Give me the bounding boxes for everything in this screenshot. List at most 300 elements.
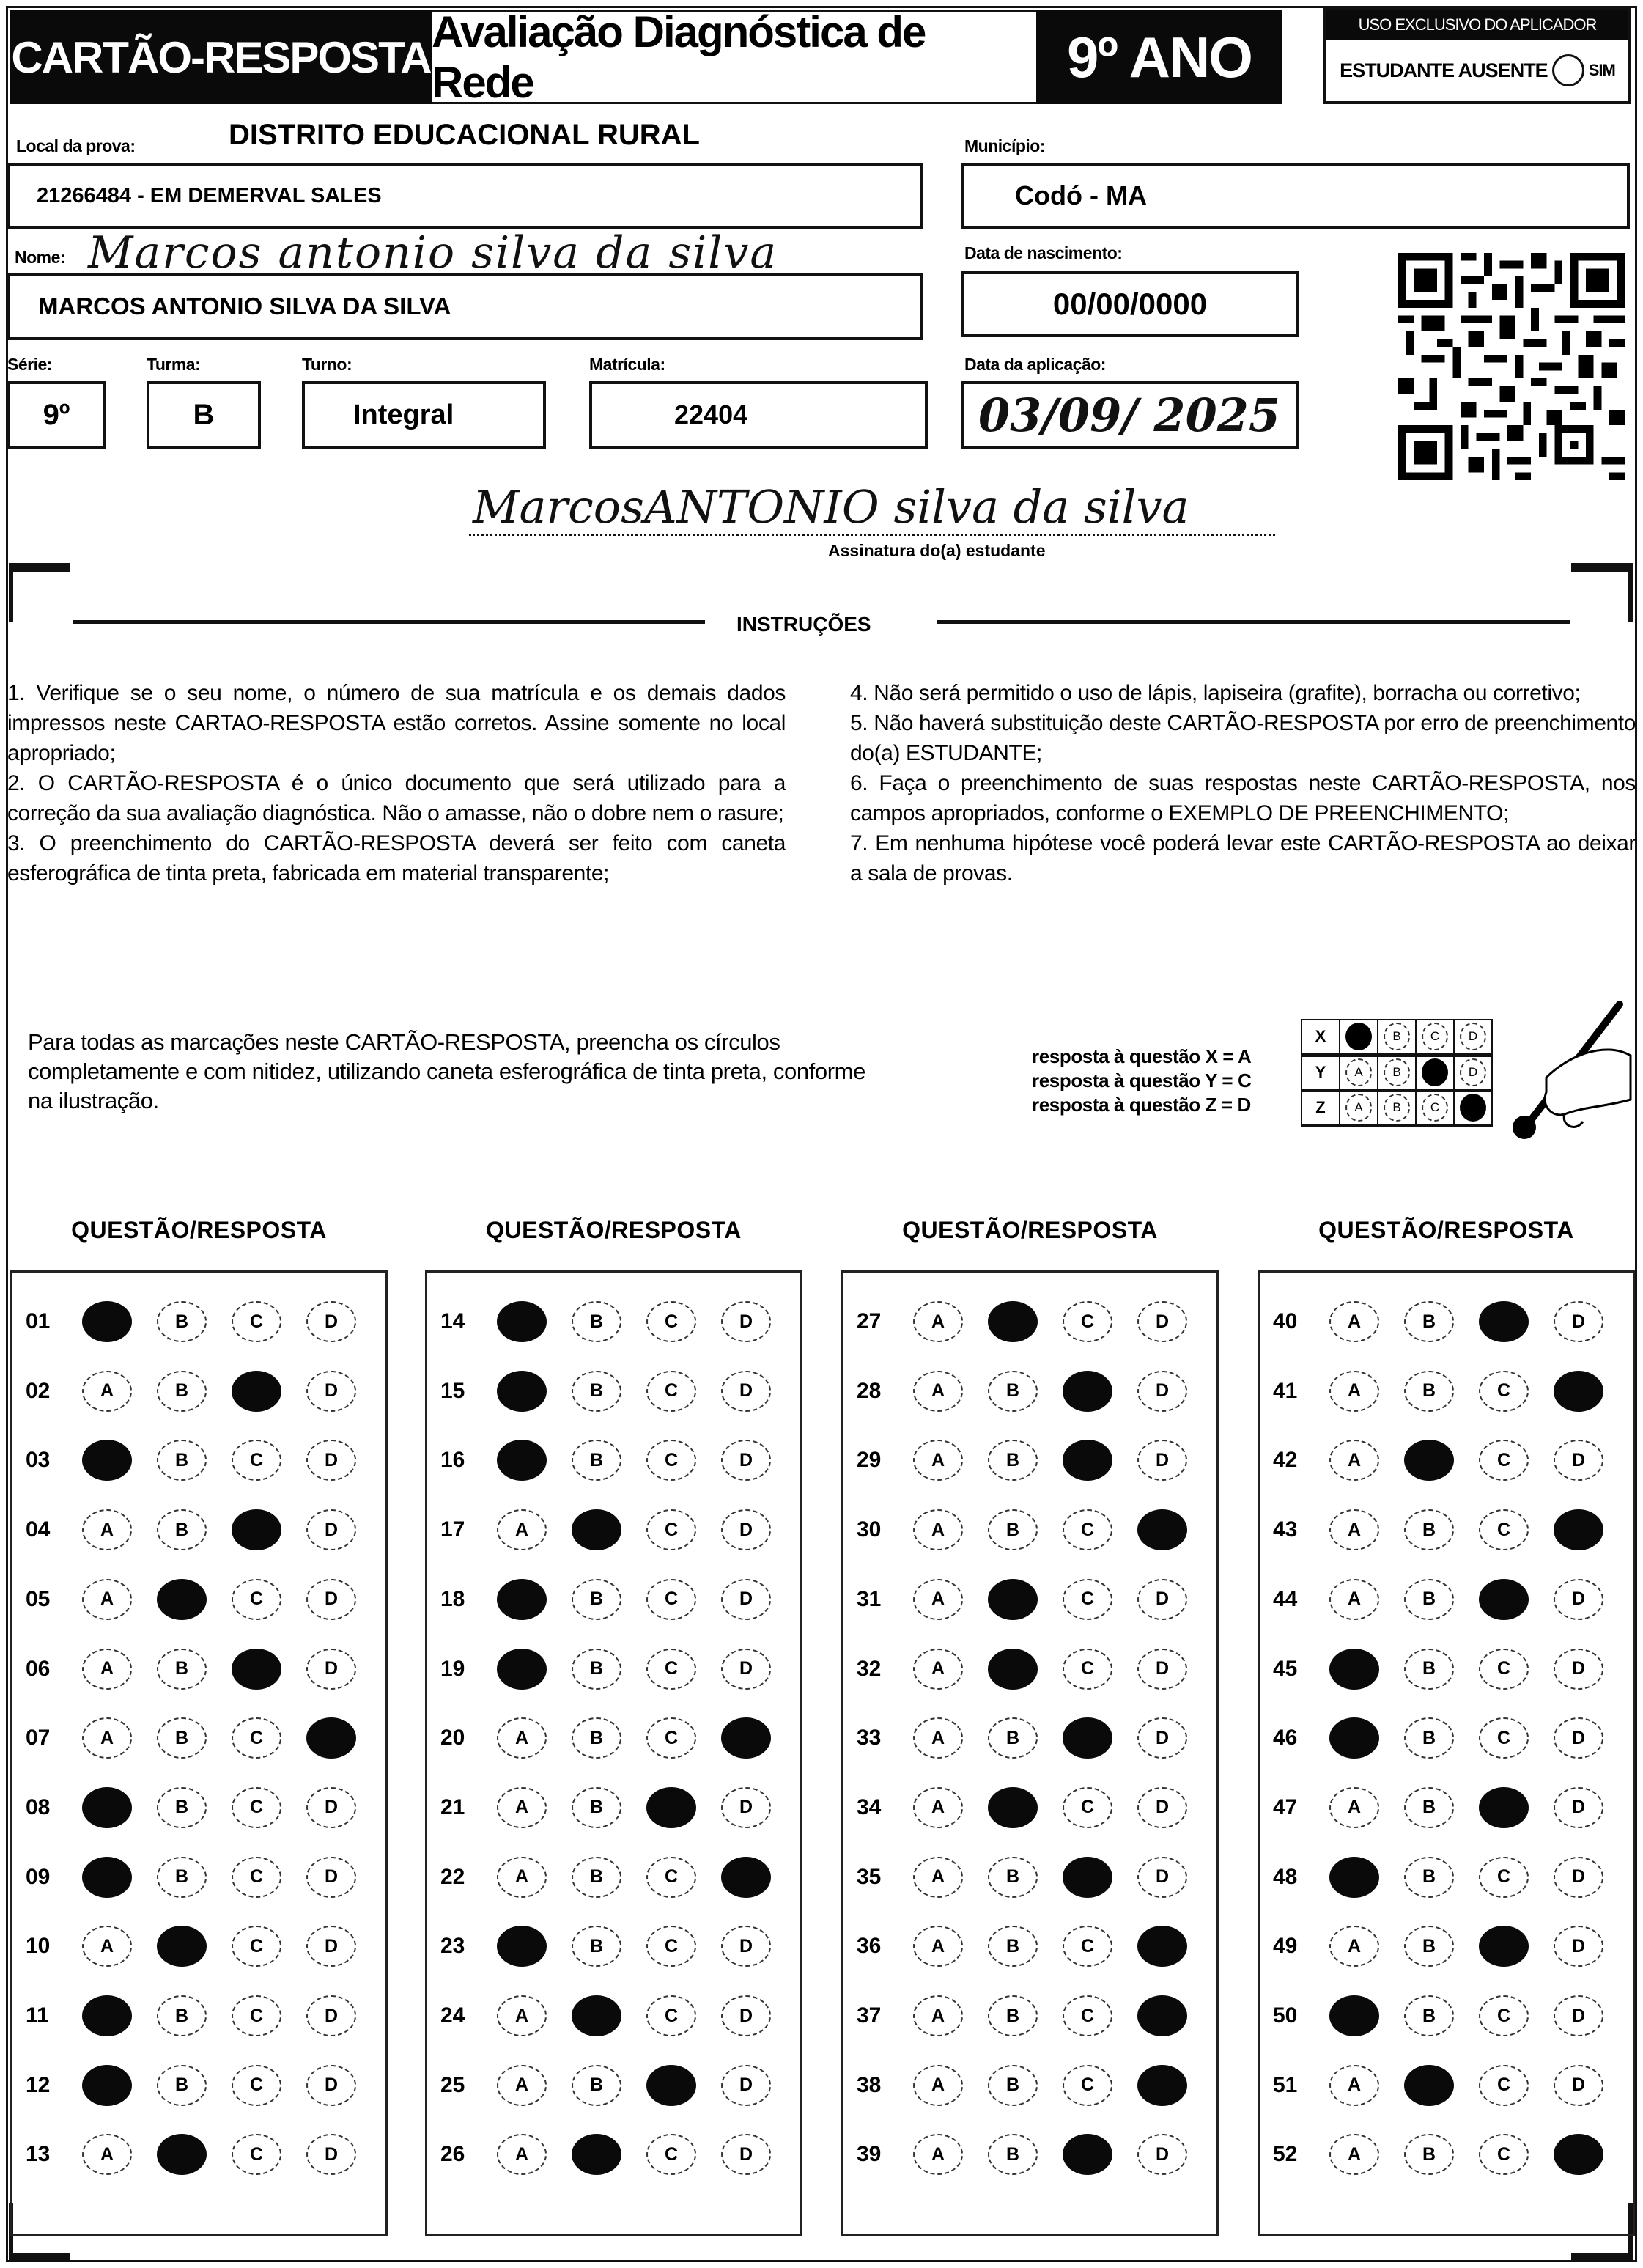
answer-bubble-b[interactable]: B <box>157 1440 207 1481</box>
question-number: 08 <box>26 1794 51 1819</box>
answer-bubble-d[interactable] <box>306 1717 356 1759</box>
answer-bubble-a[interactable]: A <box>1329 1787 1379 1828</box>
answer-bubble-d[interactable]: D <box>721 1787 771 1828</box>
answer-bubble-c[interactable]: C <box>232 1440 281 1481</box>
answer-bubble-d[interactable] <box>1137 1926 1187 1967</box>
signature-line <box>469 534 1275 536</box>
question-number: 16 <box>440 1448 465 1473</box>
answer-bubble-d[interactable]: D <box>1554 1995 1603 2036</box>
answer-bubble-d[interactable]: D <box>721 1371 771 1412</box>
nascimento-field <box>961 271 1299 337</box>
answer-bubble-d[interactable]: D <box>1554 2065 1603 2106</box>
answer-bubble-b[interactable]: B <box>988 1717 1038 1759</box>
answer-bubble-b[interactable] <box>572 1995 621 2036</box>
answer-bubble-a[interactable]: A <box>82 1509 132 1550</box>
answer-bubble-d[interactable]: D <box>721 2065 771 2106</box>
question-number: 26 <box>440 2142 465 2167</box>
question-column-title: QUESTÃO/RESPOSTA <box>902 1217 1158 1243</box>
example-cell <box>1454 1020 1492 1055</box>
answer-bubble-d[interactable]: D <box>1554 1440 1603 1481</box>
answer-bubble-a[interactable] <box>497 1579 547 1620</box>
answer-bubble-b[interactable]: B <box>572 1649 621 1690</box>
corner-mark-top-left <box>9 563 70 622</box>
turno-label: Turno: <box>302 355 352 374</box>
turno-field <box>302 381 546 449</box>
answer-bubble-b[interactable]: B <box>157 1857 207 1898</box>
answer-bubble-a[interactable]: A <box>913 1717 963 1759</box>
answer-bubble-b[interactable]: B <box>157 1649 207 1690</box>
answer-bubble-d[interactable] <box>721 1857 771 1898</box>
question-number: 41 <box>1273 1378 1298 1403</box>
answer-bubble-b[interactable] <box>988 1301 1038 1342</box>
instruction-item: 7. Em nenhuma hipótese você poderá levar este CARTÃO-RESPOSTA ao deixar a sala de provas. <box>850 831 1636 886</box>
answer-bubble-b[interactable]: B <box>572 1926 621 1967</box>
applicator-box <box>1323 7 1631 104</box>
answer-bubble-b[interactable]: B <box>1404 1579 1454 1620</box>
answer-bubble-d[interactable]: D <box>1554 1579 1603 1620</box>
answer-bubble-c[interactable]: C <box>1063 1301 1112 1342</box>
answer-bubble-a[interactable]: A <box>913 1857 963 1898</box>
question-number: 28 <box>857 1378 882 1403</box>
answer-bubble-a[interactable] <box>1329 1717 1379 1759</box>
answer-bubble-a[interactable] <box>497 1371 547 1412</box>
corner-mark-top-right <box>1571 563 1633 622</box>
answer-bubble-d[interactable]: D <box>721 1301 771 1342</box>
question-row <box>12 1987 385 2045</box>
example-bubble: D <box>1460 1058 1486 1086</box>
answer-bubble-a[interactable] <box>1329 1649 1379 1690</box>
answer-bubble-d[interactable]: D <box>306 1440 356 1481</box>
question-row <box>843 1848 1216 1907</box>
answer-bubble-c[interactable]: C <box>232 2065 281 2106</box>
example-row-label: Z <box>1302 1090 1340 1125</box>
answer-bubble-a[interactable]: A <box>497 2134 547 2175</box>
answer-bubble-b[interactable]: B <box>572 1787 621 1828</box>
answer-bubble-a[interactable]: A <box>1329 1579 1379 1620</box>
answer-bubble-d[interactable]: D <box>1137 1649 1187 1690</box>
answer-bubble-c[interactable] <box>1063 1440 1112 1481</box>
answer-bubble-c[interactable]: C <box>1063 1787 1112 1828</box>
answer-bubble-b[interactable]: B <box>988 1371 1038 1412</box>
signature-handwritten: MarcosANTONIO silva da silva <box>473 480 1189 534</box>
answer-bubble-a[interactable]: A <box>1329 1371 1379 1412</box>
answer-bubble-b[interactable]: B <box>1404 1717 1454 1759</box>
example-cell <box>1454 1055 1492 1090</box>
answer-bubble-a[interactable]: A <box>1329 1301 1379 1342</box>
answer-bubble-b[interactable]: B <box>988 2065 1038 2106</box>
answer-bubble-a[interactable]: A <box>913 1301 963 1342</box>
answer-bubble-b[interactable]: B <box>157 1787 207 1828</box>
answer-bubble-c[interactable]: C <box>1479 1440 1529 1481</box>
answer-bubble-d[interactable]: D <box>721 1649 771 1690</box>
answer-bubble-b[interactable] <box>157 1926 207 1967</box>
instruction-item: 4. Não será permitido o uso de lápis, lapiseira (grafite), borracha ou corretivo; <box>850 681 1581 705</box>
answer-bubble-c[interactable] <box>646 1787 696 1828</box>
answer-bubble-a[interactable]: A <box>1329 2134 1379 2175</box>
question-number: 46 <box>1273 1726 1298 1750</box>
answer-bubble-c[interactable] <box>646 2065 696 2106</box>
question-number: 47 <box>1273 1794 1298 1819</box>
answer-bubble-c[interactable]: C <box>1063 2065 1112 2106</box>
answer-bubble-b[interactable]: B <box>572 1857 621 1898</box>
example-line: resposta à questão Y = C <box>1032 1069 1252 1091</box>
answer-bubble-d[interactable]: D <box>306 1301 356 1342</box>
absent-checkbox[interactable] <box>1552 54 1584 86</box>
answer-bubble-a[interactable]: A <box>497 1717 547 1759</box>
answer-bubble-d[interactable] <box>1554 1509 1603 1550</box>
answer-bubble-c[interactable]: C <box>1479 1649 1529 1690</box>
answer-bubble-d[interactable]: D <box>306 1579 356 1620</box>
question-row <box>843 1292 1216 1351</box>
answer-bubble-b[interactable]: B <box>157 1509 207 1550</box>
answer-bubble-a[interactable] <box>82 1857 132 1898</box>
example-legend <box>1032 1045 1251 1117</box>
answer-bubble-c[interactable]: C <box>1479 1995 1529 2036</box>
answer-bubble-a[interactable] <box>1329 1995 1379 2036</box>
answer-bubble-a[interactable]: A <box>82 2134 132 2175</box>
example-cell <box>1378 1090 1416 1125</box>
answer-bubble-d[interactable]: D <box>306 1509 356 1550</box>
question-row <box>427 1917 800 1976</box>
answer-bubble-c[interactable]: C <box>1479 1371 1529 1412</box>
answer-bubble-d[interactable]: D <box>306 1995 356 2036</box>
answer-bubble-a[interactable] <box>497 1440 547 1481</box>
answer-bubble-c[interactable] <box>1063 2134 1112 2175</box>
answer-bubble-b[interactable]: B <box>1404 1787 1454 1828</box>
example-cell <box>1378 1020 1416 1055</box>
answer-bubble-b[interactable] <box>1404 1440 1454 1481</box>
answer-bubble-c[interactable]: C <box>232 1301 281 1342</box>
answer-bubble-a[interactable] <box>497 1926 547 1967</box>
question-number: 06 <box>26 1656 51 1681</box>
absent-student-row <box>1326 40 1628 101</box>
question-number: 35 <box>857 1864 882 1889</box>
answer-bubble-c[interactable]: C <box>232 1787 281 1828</box>
answer-bubble-d[interactable]: D <box>306 1926 356 1967</box>
answer-bubble-d[interactable]: D <box>1137 1579 1187 1620</box>
answer-bubble-d[interactable] <box>1137 1509 1187 1550</box>
answer-bubble-a[interactable]: A <box>82 1371 132 1412</box>
question-number: 19 <box>440 1656 465 1681</box>
answer-bubble-b[interactable]: B <box>157 1995 207 2036</box>
answer-bubble-d[interactable]: D <box>1137 1440 1187 1481</box>
answer-bubble-c[interactable]: C <box>232 1995 281 2036</box>
answer-bubble-b[interactable]: B <box>1404 1509 1454 1550</box>
question-number: 44 <box>1273 1586 1298 1611</box>
answer-bubble-b[interactable]: B <box>1404 1857 1454 1898</box>
example-row-label: Y <box>1302 1055 1340 1090</box>
answer-bubble-a[interactable] <box>82 2065 132 2106</box>
answer-bubble-d[interactable]: D <box>1554 1301 1603 1342</box>
answer-bubble-b[interactable]: B <box>157 1301 207 1342</box>
answer-bubble-d[interactable]: D <box>721 1509 771 1550</box>
example-cell <box>1416 1055 1454 1090</box>
answer-bubble-d[interactable]: D <box>1137 2134 1187 2175</box>
answer-bubble-b[interactable]: B <box>988 2134 1038 2175</box>
answer-bubble-c[interactable]: C <box>1479 1857 1529 1898</box>
question-row <box>12 1778 385 1837</box>
answer-bubble-d[interactable]: D <box>1137 1857 1187 1898</box>
answer-bubble-a[interactable]: A <box>913 1509 963 1550</box>
exam-title: Avaliação Diagnóstica de Rede <box>432 10 1036 104</box>
answer-bubble-b[interactable]: B <box>1404 2134 1454 2175</box>
local-value: 21266484 - EM DEMERVAL SALES <box>37 183 382 207</box>
answer-bubble-b[interactable]: B <box>572 1371 621 1412</box>
answer-bubble-a[interactable]: A <box>913 1649 963 1690</box>
municipio-field <box>961 163 1630 229</box>
answer-bubble-a[interactable]: A <box>913 1926 963 1967</box>
answer-bubble-a[interactable]: A <box>497 1857 547 1898</box>
answer-bubble-b[interactable] <box>157 2134 207 2175</box>
answer-bubble-a[interactable]: A <box>913 2134 963 2175</box>
question-row <box>427 1362 800 1421</box>
answer-bubble-c[interactable]: C <box>1479 1509 1529 1550</box>
answer-bubble-b[interactable] <box>157 1579 207 1620</box>
answer-bubble-a[interactable]: A <box>913 2065 963 2106</box>
answer-bubble-a[interactable]: A <box>913 1440 963 1481</box>
question-row <box>843 2125 1216 2184</box>
question-row <box>1260 1431 1633 1490</box>
answer-bubble-b[interactable] <box>572 2134 621 2175</box>
signature-caption: Assinatura do(a) estudante <box>828 541 1046 560</box>
answer-bubble-b[interactable]: B <box>1404 1649 1454 1690</box>
answer-bubble-c[interactable] <box>1063 1857 1112 1898</box>
answer-bubble-b[interactable] <box>988 1649 1038 1690</box>
answer-bubble-c[interactable]: C <box>646 1301 696 1342</box>
example-row-label: X <box>1302 1020 1340 1055</box>
answer-bubble-a[interactable]: A <box>497 1509 547 1550</box>
example-line: resposta à questão Z = D <box>1032 1094 1251 1116</box>
answer-bubble-c[interactable] <box>232 1371 281 1412</box>
district-name: DISTRITO EDUCACIONAL RURAL <box>229 119 700 151</box>
answer-bubble-b[interactable] <box>572 1509 621 1550</box>
question-number: 30 <box>857 1517 882 1542</box>
answer-bubble-a[interactable]: A <box>82 1649 132 1690</box>
question-number: 49 <box>1273 1934 1298 1959</box>
question-number: 50 <box>1273 2003 1298 2028</box>
answer-bubble-d[interactable]: D <box>1137 1717 1187 1759</box>
question-row <box>12 1570 385 1629</box>
answer-bubble-a[interactable]: A <box>497 2065 547 2106</box>
question-row <box>427 1431 800 1490</box>
answer-bubble-a[interactable]: A <box>1329 1926 1379 1967</box>
example-bubble: B <box>1384 1094 1410 1122</box>
answer-bubble-a[interactable] <box>82 1440 132 1481</box>
answer-bubble-c[interactable]: C <box>1063 1926 1112 1967</box>
answer-bubble-b[interactable]: B <box>988 1440 1038 1481</box>
answer-bubble-b[interactable]: B <box>572 1301 621 1342</box>
answer-bubble-c[interactable]: C <box>646 1579 696 1620</box>
answer-bubble-c[interactable] <box>232 1509 281 1550</box>
answer-bubble-d[interactable]: D <box>1137 1371 1187 1412</box>
answer-bubble-d[interactable] <box>1137 1995 1187 2036</box>
answer-bubble-d[interactable]: D <box>306 2065 356 2106</box>
answer-bubble-d[interactable]: D <box>721 2134 771 2175</box>
answer-bubble-a[interactable]: A <box>82 1579 132 1620</box>
answer-bubble-b[interactable] <box>1404 2065 1454 2106</box>
answer-bubble-d[interactable] <box>1554 1371 1603 1412</box>
example-bubble: A <box>1345 1094 1372 1122</box>
question-row <box>12 1292 385 1351</box>
question-number: 48 <box>1273 1864 1298 1889</box>
instruction-item: 1. Verifique se o seu nome, o número de sua matrícula e os demais dados impressos neste CARTAO-RESPOSTA estão corretos. Assine somente no local apropriado; <box>7 681 786 765</box>
answer-bubble-c[interactable]: C <box>1063 1995 1112 2036</box>
answer-bubble-a[interactable] <box>1329 1857 1379 1898</box>
answer-bubble-c[interactable]: C <box>232 2134 281 2175</box>
answer-bubble-b[interactable]: B <box>988 1926 1038 1967</box>
answer-bubble-d[interactable]: D <box>721 1440 771 1481</box>
answer-bubble-d[interactable]: D <box>306 1371 356 1412</box>
qr-code-icon <box>1396 253 1627 480</box>
answer-bubble-a[interactable] <box>497 1649 547 1690</box>
answer-bubble-d[interactable]: D <box>1137 1787 1187 1828</box>
answer-bubble-b[interactable]: B <box>1404 1926 1454 1967</box>
answer-bubble-c[interactable]: C <box>646 1509 696 1550</box>
turma-value: B <box>193 398 215 431</box>
answer-bubble-d[interactable]: D <box>721 1995 771 2036</box>
answer-bubble-c[interactable]: C <box>1063 1509 1112 1550</box>
answer-bubble-a[interactable] <box>82 1301 132 1342</box>
answer-bubble-b[interactable]: B <box>572 2065 621 2106</box>
question-row <box>12 1501 385 1559</box>
answer-bubble-d[interactable]: D <box>306 1857 356 1898</box>
answer-bubble-c[interactable] <box>1063 1717 1112 1759</box>
answer-bubble-a[interactable] <box>497 1301 547 1342</box>
answer-bubble-d[interactable] <box>1554 2134 1603 2175</box>
answer-bubble-d[interactable]: D <box>721 1579 771 1620</box>
answer-bubble-b[interactable]: B <box>572 1717 621 1759</box>
answer-bubble-c[interactable]: C <box>646 1995 696 2036</box>
answer-bubble-d[interactable]: D <box>1554 1926 1603 1967</box>
answer-bubble-d[interactable]: D <box>1554 1717 1603 1759</box>
answer-bubble-a[interactable]: A <box>913 1579 963 1620</box>
answer-bubble-b[interactable]: B <box>572 1440 621 1481</box>
nome-field <box>7 273 923 340</box>
answer-bubble-b[interactable]: B <box>988 1857 1038 1898</box>
instructions-title: INSTRUÇÕES <box>736 613 871 636</box>
absent-option-label: SIM <box>1588 61 1615 79</box>
turno-value: Integral <box>353 399 454 430</box>
answer-bubble-b[interactable]: B <box>988 1509 1038 1550</box>
answer-bubble-b[interactable]: B <box>1404 1995 1454 2036</box>
nome-label: Nome: <box>15 248 66 267</box>
matricula-label: Matrícula: <box>589 355 665 374</box>
question-row <box>427 1292 800 1351</box>
answer-bubble-b[interactable]: B <box>157 1717 207 1759</box>
answer-bubble-b[interactable]: B <box>988 1995 1038 2036</box>
answer-bubble-c[interactable] <box>1063 1371 1112 1412</box>
answer-bubble-a[interactable]: A <box>82 1717 132 1759</box>
grade-title: 9º ANO <box>1036 10 1282 104</box>
answer-bubble-a[interactable]: A <box>497 1787 547 1828</box>
question-number: 32 <box>857 1656 882 1681</box>
answer-bubble-a[interactable]: A <box>1329 2065 1379 2106</box>
question-number: 02 <box>26 1378 51 1403</box>
answer-bubble-c[interactable] <box>1479 1579 1529 1620</box>
question-row <box>12 1640 385 1698</box>
instructions-left <box>7 678 786 888</box>
answer-bubble-d[interactable]: D <box>306 2134 356 2175</box>
question-row <box>1260 1848 1633 1907</box>
question-row <box>1260 1778 1633 1837</box>
answer-bubble-c[interactable] <box>1479 1787 1529 1828</box>
answer-bubble-b[interactable] <box>988 1787 1038 1828</box>
answer-bubble-d[interactable]: D <box>1554 1857 1603 1898</box>
answer-bubble-a[interactable]: A <box>913 1995 963 2036</box>
answer-bubble-a[interactable]: A <box>82 1926 132 1967</box>
answer-bubble-b[interactable]: B <box>1404 1301 1454 1342</box>
answer-bubble-d[interactable]: D <box>721 1926 771 1967</box>
example-fill-grid <box>1301 1019 1493 1127</box>
answer-bubble-d[interactable] <box>721 1717 771 1759</box>
answer-bubble-b[interactable]: B <box>572 1579 621 1620</box>
answer-bubble-c[interactable]: C <box>232 1579 281 1620</box>
question-number: 14 <box>440 1309 465 1333</box>
answer-bubble-a[interactable] <box>82 1995 132 2036</box>
answer-bubble-c[interactable]: C <box>646 1649 696 1690</box>
question-row <box>843 1709 1216 1767</box>
example-cell <box>1340 1020 1378 1055</box>
example-bubble: B <box>1384 1023 1410 1050</box>
example-bubble <box>1422 1058 1448 1086</box>
answer-bubble-c[interactable] <box>1479 1301 1529 1342</box>
answer-bubble-c[interactable]: C <box>1063 1579 1112 1620</box>
answer-bubble-c[interactable]: C <box>646 1926 696 1967</box>
question-row <box>1260 2125 1633 2184</box>
answer-bubble-c[interactable]: C <box>646 2134 696 2175</box>
answer-bubble-c[interactable]: C <box>646 1717 696 1759</box>
answer-bubble-b[interactable]: B <box>157 2065 207 2106</box>
answer-bubble-a[interactable]: A <box>913 1787 963 1828</box>
answer-bubble-c[interactable] <box>1479 1926 1529 1967</box>
answer-bubble-b[interactable]: B <box>157 1371 207 1412</box>
question-column-title: QUESTÃO/RESPOSTA <box>1318 1217 1574 1243</box>
question-row <box>843 1640 1216 1698</box>
answer-bubble-a[interactable]: A <box>1329 1440 1379 1481</box>
answer-bubble-c[interactable]: C <box>646 1371 696 1412</box>
fill-note: Para todas as marcações neste CARTÃO-RESPOSTA, preencha os círculos completamente e com nitidez, utilizando caneta esferográfica de tinta preta, conforme na ilustração. <box>28 1029 865 1113</box>
answer-bubble-d[interactable]: D <box>1137 1301 1187 1342</box>
answer-bubble-d[interactable]: D <box>1554 1787 1603 1828</box>
answer-bubble-c[interactable]: C <box>232 1717 281 1759</box>
answer-bubble-a[interactable]: A <box>1329 1509 1379 1550</box>
answer-bubble-d[interactable]: D <box>306 1787 356 1828</box>
answer-bubble-c[interactable]: C <box>232 1926 281 1967</box>
question-number: 15 <box>440 1378 465 1403</box>
answer-bubble-c[interactable]: C <box>232 1857 281 1898</box>
question-row <box>843 1501 1216 1559</box>
answer-bubble-c[interactable]: C <box>646 1440 696 1481</box>
answer-bubble-a[interactable]: A <box>913 1371 963 1412</box>
answer-bubble-a[interactable] <box>82 1787 132 1828</box>
answer-bubble-c[interactable] <box>232 1649 281 1690</box>
answer-bubble-c[interactable]: C <box>1063 1649 1112 1690</box>
answer-bubble-d[interactable]: D <box>306 1649 356 1690</box>
answer-bubble-d[interactable]: D <box>1554 1649 1603 1690</box>
answer-bubble-c[interactable]: C <box>1479 2134 1529 2175</box>
example-row <box>1302 1020 1492 1055</box>
answer-bubble-b[interactable]: B <box>1404 1371 1454 1412</box>
nascimento-value: 00/00/0000 <box>1052 287 1208 321</box>
answer-bubble-c[interactable]: C <box>1479 2065 1529 2106</box>
answer-bubble-d[interactable] <box>1137 2065 1187 2106</box>
answer-bubble-c[interactable]: C <box>646 1857 696 1898</box>
answer-bubble-c[interactable]: C <box>1479 1717 1529 1759</box>
answer-bubble-b[interactable] <box>988 1579 1038 1620</box>
answer-bubble-a[interactable]: A <box>497 1995 547 2036</box>
example-bubble: D <box>1460 1023 1486 1050</box>
example-bubble: B <box>1384 1058 1410 1086</box>
